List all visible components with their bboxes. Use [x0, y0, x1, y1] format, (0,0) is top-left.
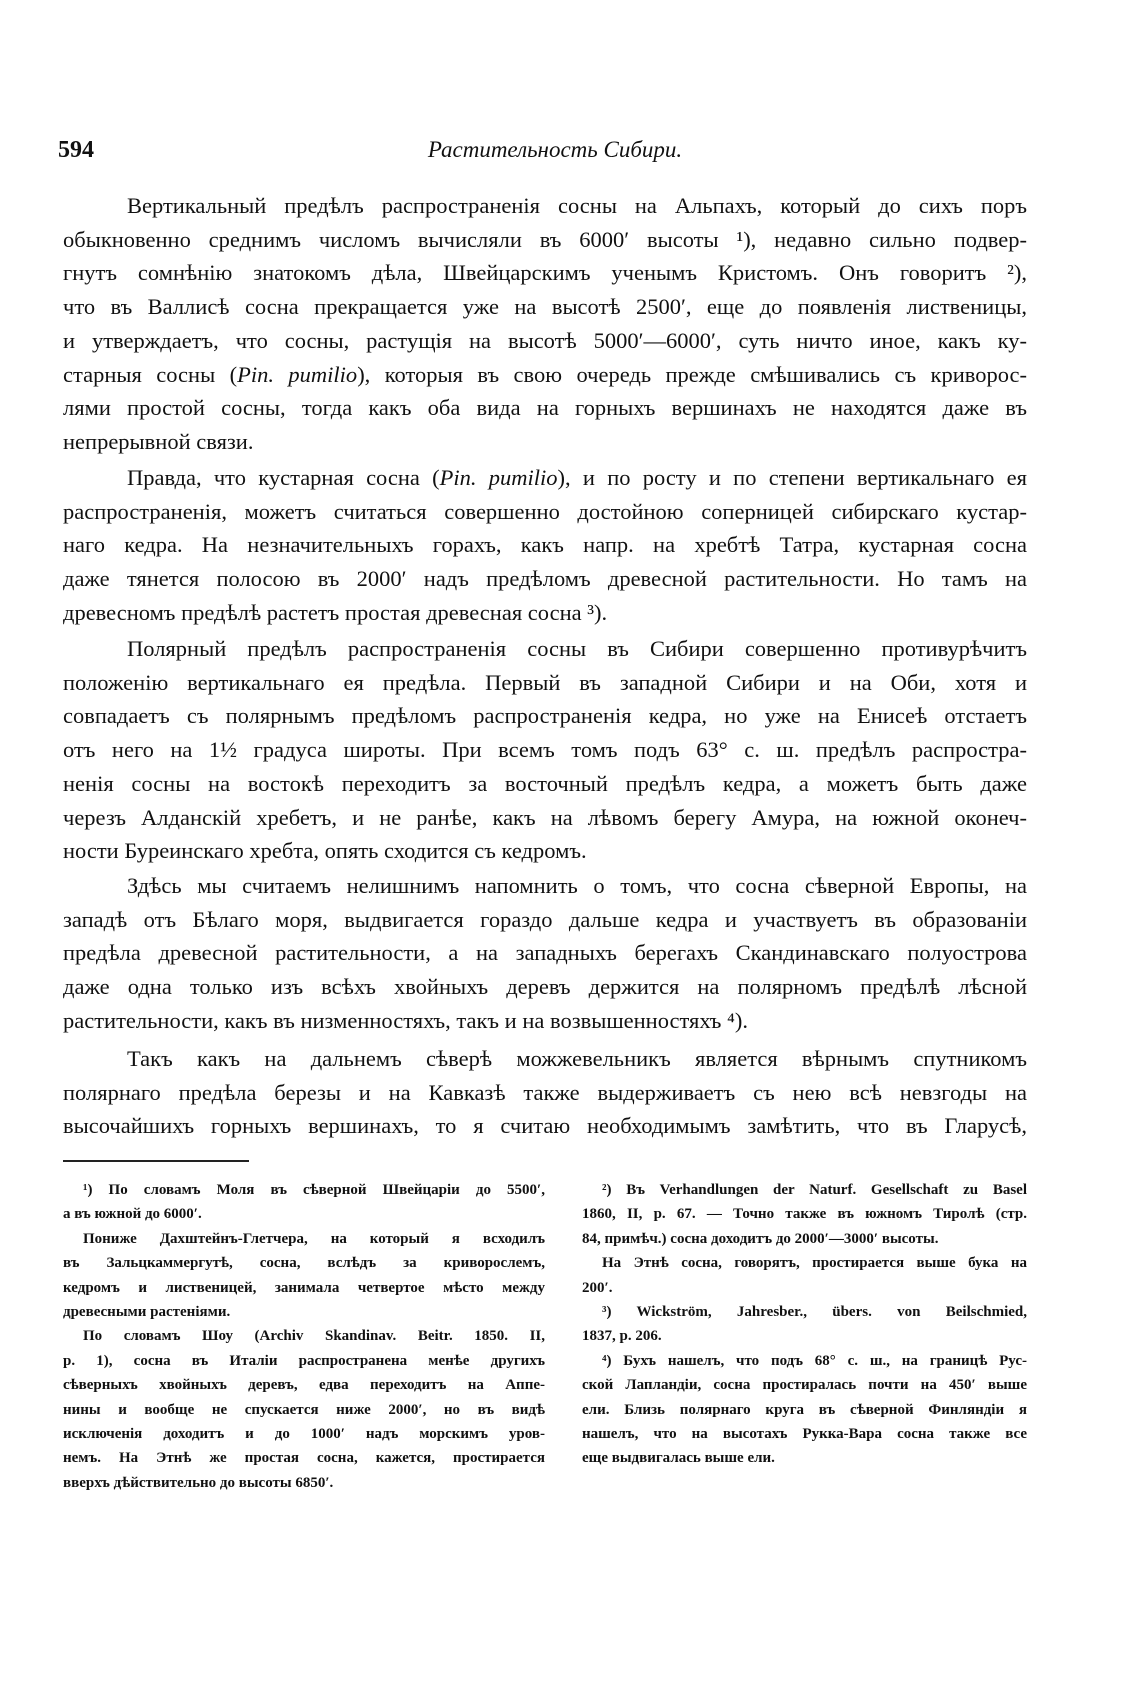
- body-line: гнутъ сомнѣнію знатокомъ дѣла, Швейцарскимъ ученымъ Кристомъ. Онъ говоритъ ²),: [63, 260, 1027, 286]
- body-line: лями простой сосны, тогда какъ оба вида на горныхъ вершинахъ не находятся даже въ: [63, 395, 1027, 421]
- body-line: растительности, какъ въ низменностяхъ, такъ и на возвышенностяхъ ⁴).: [63, 1007, 749, 1033]
- footnote-line: еще выдвигалась выше ели.: [582, 1450, 775, 1467]
- page-number: 594: [58, 137, 94, 163]
- footnote-rule: [63, 1160, 249, 1162]
- body-line: предѣла древесной растительности, а на западныхъ берегахъ Скандинавскаго полуострова: [63, 940, 1027, 966]
- footnote-line: 84, примѣч.) сосна доходитъ до 2000′—3000′ высоты.: [582, 1230, 939, 1247]
- footnote-line: ели. Близь полярнаго круга въ сѣверной Финляндіи я: [582, 1401, 1027, 1418]
- body-line: западѣ отъ Бѣлаго моря, выдвигается гораздо дальше кедра и участвуетъ въ образованіи: [63, 906, 1027, 932]
- footnote-line: ской Лапландіи, сосна простиралась почти на 450′ выше: [582, 1377, 1027, 1394]
- body-line: даже тянется полосою въ 2000′ надъ предѣломъ древесной растительности. Но тамъ на: [63, 566, 1027, 592]
- body-line: ненія сосны на востокѣ переходитъ за восточный предѣлъ кедра, а можетъ быть даже: [63, 770, 1027, 796]
- footnote-line: ⁴) Бухъ нашелъ, что подъ 68° с. ш., на границѣ Рус-: [602, 1352, 1027, 1369]
- body-line: полярнаго предѣла березы и на Кавказѣ также выдерживаетъ съ нею всѣ невзгоды на: [63, 1079, 1027, 1105]
- body-line: Полярный предѣлъ распространенія сосны въ Сибири совершенно противурѣчитъ: [127, 636, 1027, 661]
- body-line: ности Буреинскаго хребта, опять сходится съ кедромъ.: [63, 838, 587, 864]
- footnote-line: 200′.: [582, 1279, 613, 1296]
- footnote-line: p. 1), сосна въ Италіи распространена менѣе другихъ: [63, 1352, 545, 1369]
- body-line: непрерывной связи.: [63, 428, 254, 454]
- text-segment: старныя сосны (: [63, 361, 238, 387]
- footnote-line: ²) Въ Verhandlungen der Naturf. Gesellschaft zu Basel: [602, 1182, 1027, 1198]
- footnote-line: исключенія доходитъ и до 1000′ надъ морскимъ уров-: [63, 1426, 545, 1442]
- footnote-line: 1837, p. 206.: [582, 1328, 662, 1345]
- footnote-line: немъ. На Этнѣ же простая сосна, кажется, простирается: [63, 1450, 545, 1467]
- body-line: Вертикальный предѣлъ распространенія сосны на Альпахъ, который до сихъ поръ: [127, 193, 1027, 218]
- body-line: и утверждаетъ, что сосны, растущія на высотѣ 5000′—6000′, суть ничто иное, какъ ку-: [63, 327, 1027, 353]
- text-segment: ), и по росту и по степени вертикальнаго ея: [557, 465, 1027, 490]
- footnote-line: нашелъ, что на высотахъ Рукка-Вара сосна также все: [582, 1426, 1027, 1442]
- body-line: древесномъ предѣлѣ растетъ простая древесная сосна ³).: [63, 599, 608, 625]
- footnote-line: древесными растеніями.: [63, 1304, 231, 1320]
- footnote-line: сѣверныхъ хвойныхъ деревъ, едва переходитъ на Аппе-: [63, 1377, 545, 1394]
- footnote-line: а въ южной до 6000′.: [63, 1206, 202, 1223]
- body-line: совпадаетъ съ полярнымъ предѣломъ распространенія кедра, но уже на Енисеѣ отстаетъ: [63, 703, 1027, 729]
- body-line: наго кедра. На незначительныхъ горахъ, какъ напр. на хребтѣ Татра, кустарная сосна: [63, 532, 1027, 558]
- footnote-line: На Этнѣ сосна, говорятъ, простирается выше бука на: [602, 1255, 1027, 1272]
- species-name: Pin. pumilio: [439, 465, 558, 490]
- body-line: положенію вертикальнаго ея предѣла. Первый въ западной Сибири и на Оби, хотя и: [63, 669, 1027, 695]
- running-title: Растительность Сибири.: [427, 137, 683, 162]
- species-name: Pin. pumilio: [237, 361, 358, 387]
- body-line: что въ Валлисѣ сосна прекращается уже на высотѣ 2500′, еще до появленія лиственицы,: [63, 294, 1027, 320]
- footnote-line: въ Зальцкаммергутѣ, сосна, вслѣдъ за криворослемъ,: [63, 1255, 545, 1272]
- body-line: обыкновенно среднимъ числомъ вычисляли въ 6000′ высоты ¹), недавно сильно подвер-: [63, 226, 1027, 252]
- body-line: отъ него на 1½ градуса широты. При всемъ томъ подъ 63° с. ш. предѣлъ распростра-: [63, 737, 1027, 763]
- footnote-line: нины и вообще не спускается ниже 2000′, но въ видѣ: [63, 1401, 545, 1418]
- body-line: распространенія, можетъ считаться совершенно достойною соперницей сибирскаго кустар-: [63, 498, 1027, 524]
- footnote-line: Пониже Дахштейнъ-Глетчера, на который я всходилъ: [83, 1230, 545, 1247]
- footnote-line: ³) Wickström, Jahresber., übers. von Beilschmied,: [602, 1304, 1027, 1320]
- text-segment: Правда, что кустарная сосна (: [127, 465, 440, 490]
- footnote-line: 1860, II, p. 67. — Точно также въ южномъ Тиролѣ (стр.: [582, 1206, 1027, 1223]
- body-line: [63, 358, 1027, 392]
- text-segment: ), которыя въ свою очередь прежде смѣшивались съ криворос-: [357, 361, 1027, 387]
- footnote-line: кедромъ и лиственицей, занимала четвертое мѣсто между: [63, 1279, 545, 1296]
- footnote-line: вверхъ дѣйствительно до высоты 6850′.: [63, 1474, 334, 1491]
- body-line: [127, 461, 1027, 495]
- body-line: даже одна только изъ всѣхъ хвойныхъ деревъ держится на полярномъ предѣлѣ лѣсной: [63, 974, 1027, 1000]
- body-line: черезъ Алданскій хребетъ, и не ранѣе, какъ на лѣвомъ берегу Амура, на южной оконеч-: [63, 804, 1027, 830]
- body-line: Такъ какъ на дальнемъ сѣверѣ можжевельникъ является вѣрнымъ спутникомъ: [127, 1046, 1027, 1071]
- footnote-line: По словамъ Шоу (Archiv Skandinav. Beitr. 1850. II,: [83, 1328, 545, 1345]
- footnote-line: ¹) По словамъ Моля въ сѣверной Швейцаріи до 5500′,: [83, 1182, 545, 1198]
- body-line: высочайшихъ горныхъ вершинахъ, то я считаю необходимымъ замѣтить, что въ Гларусѣ,: [63, 1113, 1027, 1139]
- body-line: Здѣсь мы считаемъ нелишнимъ напомнить о томъ, что сосна сѣверной Европы, на: [127, 873, 1027, 898]
